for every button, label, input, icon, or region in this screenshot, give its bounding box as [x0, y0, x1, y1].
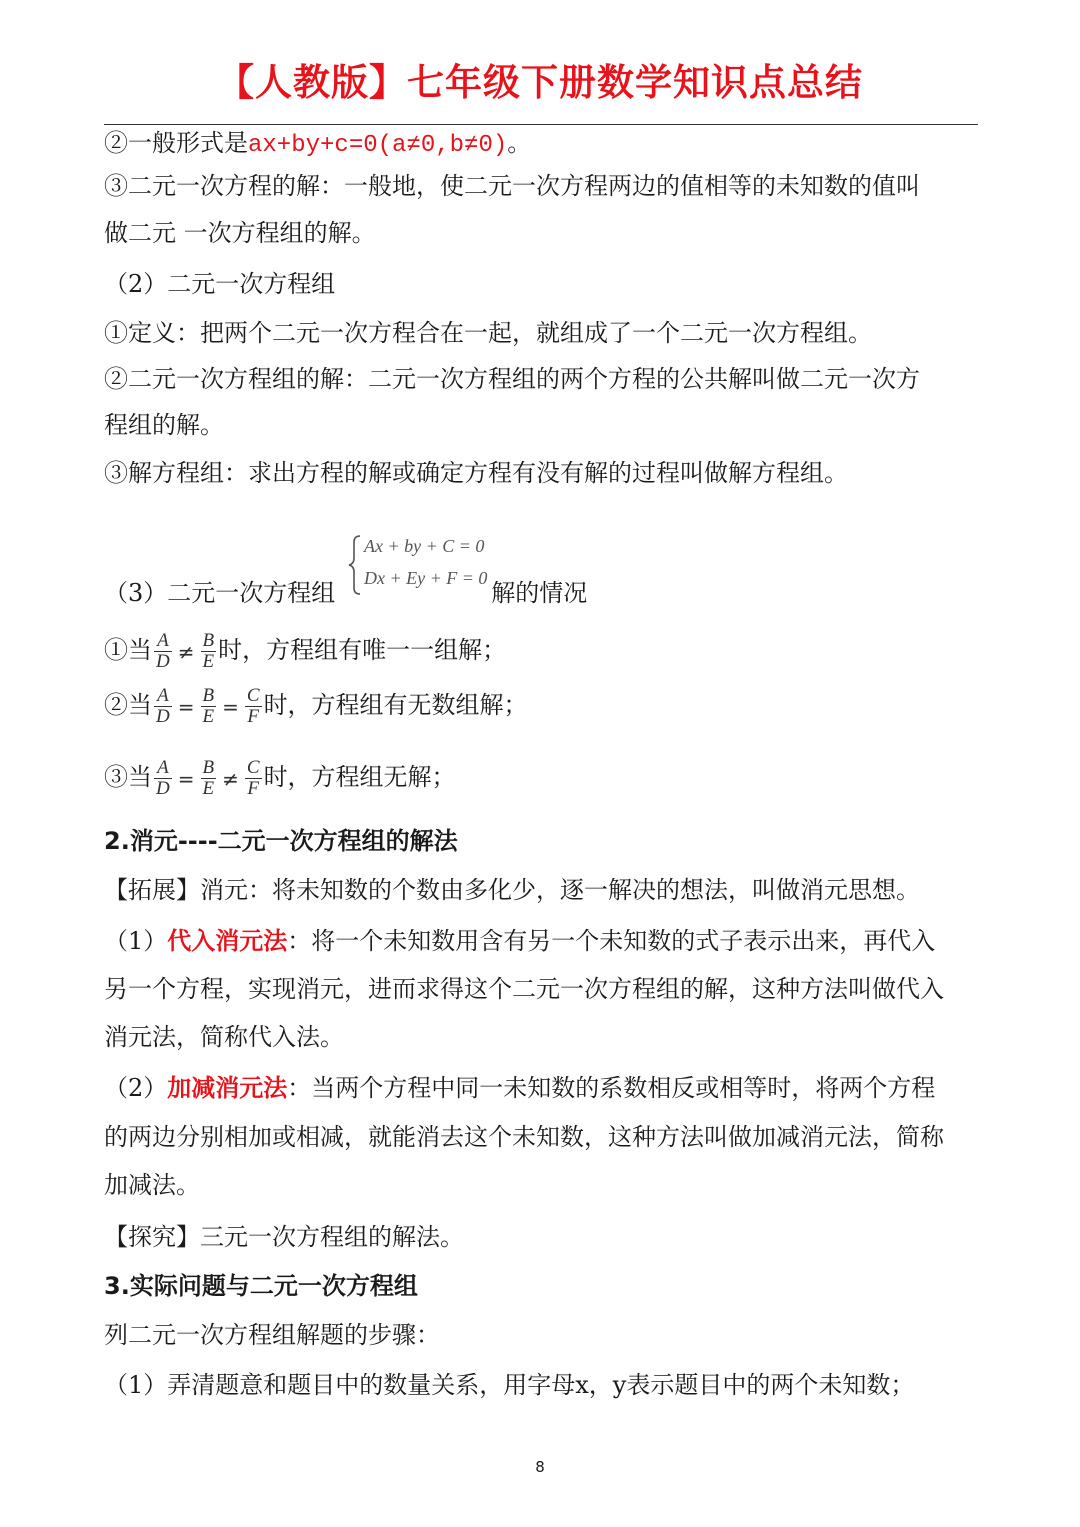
case-infinite — [104, 683, 528, 729]
paragraph: 做二元 一次方程组的解。 — [104, 219, 376, 247]
paragraph: 【探究】三元一次方程组的解法。 — [104, 1223, 464, 1251]
subheading: （2）二元一次方程组 — [104, 270, 336, 298]
text: 解的情况 — [491, 579, 588, 607]
elimination-term: 加减消元法 — [167, 1074, 288, 1102]
operator: = — [177, 694, 195, 719]
numerator: A — [154, 758, 172, 779]
general-form-formula: ax+by+c=0(a≠0,b≠0) — [248, 132, 508, 159]
header-rule — [104, 124, 978, 125]
text: （2） — [104, 1074, 168, 1102]
text: 时，方程组有唯一一组解； — [218, 636, 507, 664]
numerator: B — [202, 757, 215, 778]
general-form-line — [104, 128, 531, 161]
text: ①当 — [104, 636, 152, 664]
numerator: B — [202, 630, 215, 651]
page-number: 8 — [535, 1458, 545, 1476]
paragraph: 【拓展】消元：将未知数的个数由多化少，逐一解决的想法，叫做消元思想。 — [104, 876, 920, 904]
text: 。 — [507, 129, 532, 157]
paragraph: ③二元一次方程的解：一般地，使二元一次方程两边的值相等的未知数的值叫 — [104, 172, 920, 200]
system-line — [104, 578, 587, 608]
operator: ≠ — [222, 766, 239, 791]
paragraph: ①定义：把两个二元一次方程合在一起，就组成了一个二元一次方程组。 — [104, 319, 872, 347]
numerator: C — [246, 757, 260, 778]
paragraph: 程组的解。 — [104, 411, 224, 439]
paragraph: 消元法，简称代入法。 — [104, 1023, 344, 1051]
equation-2: Dx + Ey + F = 0 — [364, 568, 488, 588]
fraction — [201, 686, 217, 727]
paragraph: 加减法。 — [104, 1171, 200, 1199]
equation-1: Ax + by + C = 0 — [364, 536, 485, 556]
denominator: E — [202, 706, 215, 727]
paragraph: 的两边分别相加或相减，就能消去这个未知数，这种方法叫做加减消元法，简称 — [104, 1123, 944, 1151]
operator: = — [177, 766, 195, 791]
numerator: A — [154, 686, 172, 707]
equation-system — [348, 534, 500, 596]
paragraph: （1）弄清题意和题目中的数量关系，用字母x，y表示题目中的两个未知数； — [104, 1371, 915, 1399]
text: （3）二元一次方程组 — [104, 579, 336, 607]
case-unique — [104, 628, 506, 674]
denominator: D — [156, 778, 170, 799]
section-heading: 2.消元----二元一次方程组的解法 — [104, 827, 458, 855]
fraction — [154, 686, 172, 727]
text: （1） — [104, 927, 168, 955]
denominator: E — [202, 651, 215, 672]
text: ：当两个方程中同一未知数的系数相反或相等时，将两个方程 — [287, 1074, 936, 1102]
text: 时，方程组有无数组解； — [263, 691, 528, 719]
text: ③当 — [104, 763, 152, 791]
denominator: F — [247, 778, 260, 799]
operator: ≠ — [177, 639, 195, 664]
elimination-method-line — [104, 1073, 935, 1103]
text: ②当 — [104, 691, 152, 719]
fraction — [201, 631, 217, 672]
fraction — [201, 758, 217, 799]
page-title: 【人教版】七年级下册数学知识点总结 — [217, 61, 863, 104]
text: ：将一个未知数用含有另一个未知数的式子表示出来，再代入 — [287, 927, 936, 955]
fraction — [245, 758, 262, 799]
paragraph: ③解方程组：求出方程的解或确定方程有没有解的过程叫做解方程组。 — [104, 459, 848, 487]
substitution-method-line — [104, 926, 935, 956]
denominator: E — [202, 778, 215, 799]
paragraph: 列二元一次方程组解题的步骤： — [104, 1321, 440, 1349]
text: ②一般形式是 — [104, 129, 248, 157]
numerator: C — [246, 685, 260, 706]
text: 时，方程组无解； — [263, 763, 456, 791]
paragraph: 另一个方程，实现消元，进而求得这个二元一次方程组的解，这种方法叫做代入 — [104, 975, 944, 1003]
denominator: D — [156, 651, 170, 672]
fraction — [154, 758, 172, 799]
substitution-term: 代入消元法 — [167, 927, 288, 955]
section-heading: 3.实际问题与二元一次方程组 — [104, 1272, 418, 1300]
denominator: D — [156, 706, 170, 727]
numerator: B — [202, 685, 215, 706]
paragraph: ②二元一次方程组的解：二元一次方程组的两个方程的公共解叫做二元一次方 — [104, 365, 920, 393]
fraction — [154, 631, 172, 672]
fraction — [245, 686, 262, 727]
operator: = — [222, 694, 239, 719]
denominator: F — [247, 706, 260, 727]
numerator: A — [154, 631, 172, 652]
case-none — [104, 755, 456, 801]
